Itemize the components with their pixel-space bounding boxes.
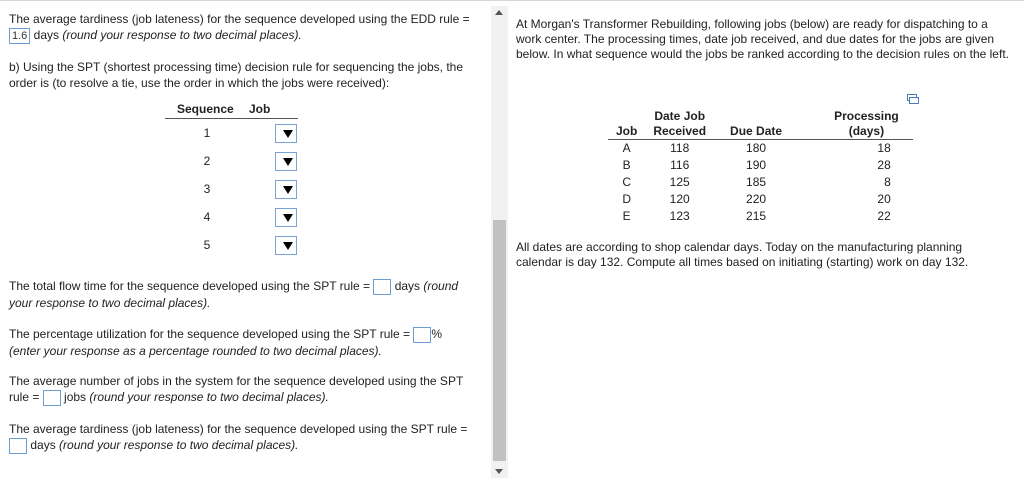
table-row: C 125 185 8	[622, 175, 891, 189]
edd-tardiness-answer[interactable]: 1.6	[9, 28, 30, 44]
sequence-row: 5	[165, 231, 298, 259]
job-col-header: Job	[608, 109, 645, 140]
table-row: A 118 180 18	[622, 141, 891, 155]
jobs-in-system-question: The average number of jobs in the system for the sequence developed using the SPT rule = jobs (round your response to two decimal places).	[9, 374, 464, 404]
jobs-in-system-input[interactable]	[43, 390, 61, 406]
flow-time-question: The total flow time for the sequence developed using the SPT rule = days (round your response to two decimal places).	[9, 279, 459, 310]
job-select-1[interactable]	[275, 124, 297, 143]
jobs-table	[608, 109, 913, 225]
spt-tardiness-question: The average tardiness (job lateness) for the sequence developed using the SPT rule = days (round your response to two decimal places).	[9, 422, 468, 452]
processing-col-header: Processing (days)	[798, 109, 913, 140]
received-col-header: Date Job Received	[645, 109, 714, 140]
utilization-question: The percentage utilization for the sequence developed using the SPT rule = % (enter your response as a percentage rounded to two decimal places).	[9, 327, 443, 358]
job-select-2[interactable]	[275, 152, 297, 171]
sequence-header: Sequence	[165, 100, 249, 119]
flow-time-input[interactable]	[373, 279, 391, 295]
sequence-row: 2	[165, 147, 298, 175]
dropdown-arrow-icon	[283, 186, 293, 194]
job-header: Job	[249, 100, 298, 119]
scrollbar-thumb[interactable]	[493, 220, 506, 461]
scroll-up-icon[interactable]	[495, 10, 503, 15]
problem-footnote: All dates are according to shop calendar days. Today on the manufacturing planning calendar is day 132. Compute all times based on initiating (starting) work on day 132.	[516, 240, 969, 269]
copy-table-icon[interactable]	[907, 94, 919, 104]
utilization-input[interactable]	[413, 327, 431, 343]
dropdown-arrow-icon	[283, 214, 293, 222]
scroll-down-icon[interactable]	[495, 469, 503, 474]
table-row: D 120 220 20	[622, 192, 891, 206]
problem-intro: At Morgan's Transformer Rebuilding, following jobs (below) are ready for dispatching to a work center. The processing times, date job received, and due dates for the jobs are given below. In what sequence would the jobs be ranked according to the decision rules on the left.	[516, 17, 1009, 61]
spt-tardiness-input[interactable]	[9, 438, 27, 454]
job-select-5[interactable]	[275, 236, 297, 255]
sequence-row: 4	[165, 203, 298, 231]
dropdown-arrow-icon	[283, 158, 293, 166]
sequence-row: 3	[165, 175, 298, 203]
due-col-header: Due Date	[714, 109, 798, 140]
vertical-scrollbar[interactable]	[491, 6, 508, 478]
spt-sequence-question: b) Using the SPT (shortest processing time) decision rule for sequencing the jobs, the order is (to resolve a tie, use the order in which the jobs were received):	[9, 60, 464, 90]
question-panel	[0, 0, 490, 487]
sequence-row: 1	[165, 119, 298, 148]
dropdown-arrow-icon	[283, 242, 293, 250]
sequence-table	[165, 100, 298, 259]
table-row: B 116 190 28	[622, 158, 891, 172]
edd-tardiness-question: The average tardiness (job lateness) for the sequence developed using the EDD rule = 1.6 days (round your response to two decimal places).	[9, 12, 470, 42]
job-select-3[interactable]	[275, 180, 297, 199]
table-row: E 123 215 22	[622, 209, 891, 223]
dropdown-arrow-icon	[283, 130, 293, 138]
job-select-4[interactable]	[275, 208, 297, 227]
